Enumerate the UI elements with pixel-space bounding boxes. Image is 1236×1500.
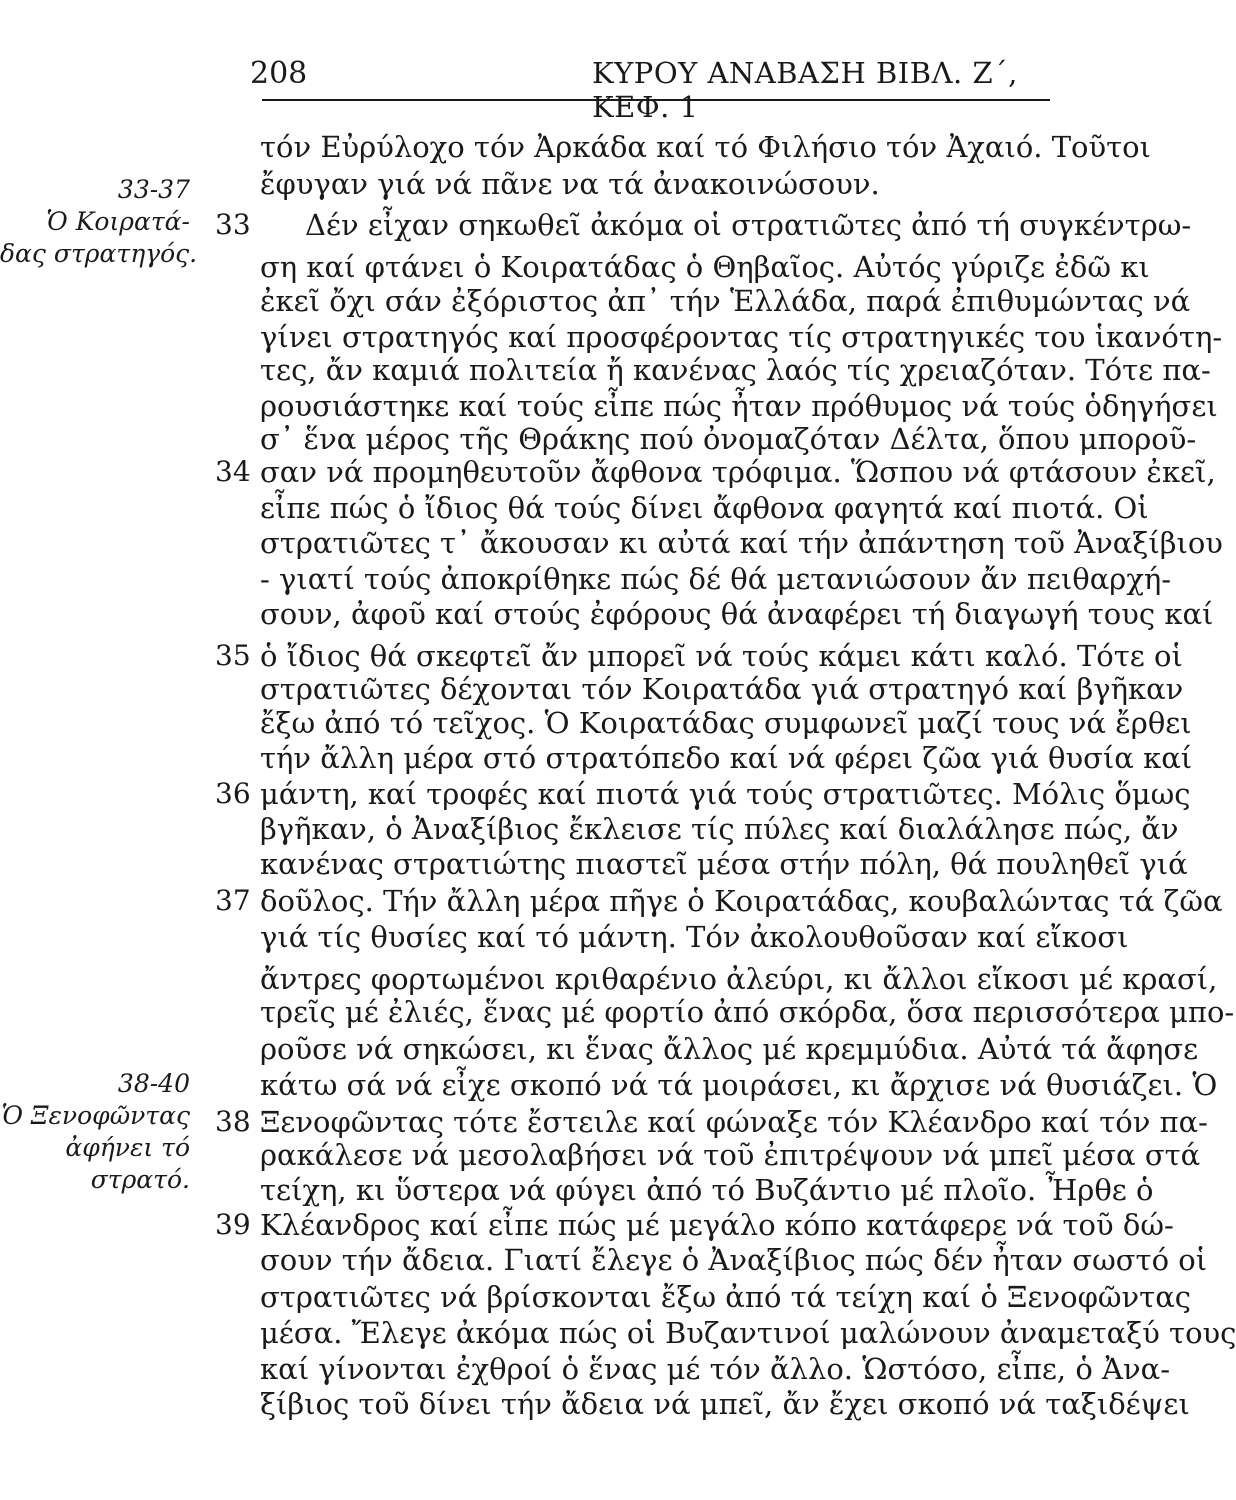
text-line: σουν τήν ἄδεια. Γιατί ἔλεγε ὁ Ἀναξίβιος πώς δέν ἦταν σωστό οἱ [260,1243,1208,1277]
text-line: ἔφυγαν γιά νά πᾶνε να τά ἀνακοινώσουν. [260,167,880,201]
text-line: τρεῖς μέ ἐλιές, ἕνας μέ φορτίο ἀπό σκόρδα, ὅσα περισσότερα μπο- [260,995,1235,1029]
text-line: κάτω σά νά εἶχε σκοπό νά τά μοιράσει, κι ἄρχισε νά θυσιάζει. Ὁ [260,1068,1218,1102]
text-line: ση καί φτάνει ὁ Κοιρατάδας ὁ Θηβαῖος. Αὐτός γύριζε ἐδῶ κι [260,250,1150,284]
text-line: γίνει στρατηγός καί προσφέροντας τίς στρατηγικές του ἱκανότη- [260,320,1223,354]
margin-note-33-37 [0,174,198,270]
text-line: τείχη, κι ὕστερα νά φύγει ἀπό τό Βυζάντιο μέ πλοῖο. Ἦρθε ὁ [260,1173,1154,1207]
text-line: ξίβιος τοῦ δίνει τήν ἄδεια νά μπεῖ, ἄν ἔχει σκοπό νά ταξιδέψει [260,1387,1190,1421]
page-number: 208 [250,56,308,91]
text-line: - γιατί τούς ἀποκρίθηκε πώς δέ θά μετανιώσουν ἄν πειθαρχή- [260,562,1172,596]
text-line: γιά τίς θυσίες καί τό μάντη. Τόν ἀκολουθοῦσαν καί εἴκοσι [260,920,1129,954]
text-line: ρουσιάστηκε καί τούς εἶπε πώς ἦταν πρόθυμος νά τούς ὁδηγήσει [260,389,1218,423]
margin-note-line: δας στρατηγός. [0,239,198,268]
page-header [0,0,1100,124]
text-line: καί γίνονται ἐχθροί ὁ ἕνας μέ τόν ἄλλο. Ὡστόσο, εἶπε, ὁ Ἀνα- [260,1352,1170,1386]
margin-note-38-40 [0,1068,190,1196]
text-line: μάντη, καί τροφές καί πιοτά γιά τούς στρατιῶτες. Μόλις ὅμως [260,777,1191,811]
text-line: εἶπε πώς ὁ ἴδιος θά τούς δίνει ἄφθονα φαγητά καί πιοτά. Οἱ [260,491,1149,525]
text-line: στρατιῶτες δέχονται τόν Κοιρατάδα γιά στρατηγό καί βγῆκαν [260,672,1184,706]
text-line: ἔξω ἀπό τό τεῖχος. Ὁ Κοιρατάδας συμφωνεῖ μαζί τους νά ἔρθει [260,706,1192,740]
text-line: βγῆκαν, ὁ Ἀναξίβιος ἔκλεισε τίς πύλες καί διαλάλησε πώς, ἄν [260,812,1179,846]
margin-note-line: Ὁ Ξενοφῶντας [1,1101,190,1130]
text-line: ἐκεῖ ὄχι σάν ἐξόριστος ἀπ᾽ τήν Ἑλλάδα, παρά ἐπιθυμώντας νά [260,284,1191,318]
text-line: ἄντρες φορτωμένοι κριθαρένιο ἀλεύρι, κι ἄλλοι εἴκοσι μέ κρασί, [260,962,1218,996]
verse-number: 37 [215,884,251,917]
verse-number: 33 [215,208,251,241]
text-line: τήν ἄλλη μέρα στό στρατόπεδο καί νά φέρει ζῶα γιά θυσία καί [260,741,1193,775]
text-line: Κλέανδρος καί εἶπε πώς μέ μεγάλο κόπο κατάφερε νά τοῦ δώ- [260,1208,1174,1242]
text-line: τες, ἄν καμιά πολιτεία ἤ κανένας λαός τίς χρειαζόταν. Τότε πα- [260,353,1211,387]
text-line: ροῦσε νά σηκώσει, κι ἕνας ἄλλος μέ κρεμμύδια. Αὐτά τά ἄφησε [260,1032,1199,1066]
margin-note-range: 38-40 [117,1069,190,1098]
text-line: στρατιῶτες νά βρίσκονται ἔξω ἀπό τά τείχη καί ὁ Ξενοφῶντας [260,1280,1192,1314]
margin-note-line: στρατό. [90,1165,190,1194]
text-line: Δέν εἶχαν σηκωθεῖ ἀκόμα οἱ στρατιῶτες ἀπό τή συγκέντρω- [305,208,1192,242]
text-line: ρακάλεσε νά μεσολαβήσει νά τοῦ ἐπιτρέψουν νά μπεῖ μέσα στά [260,1138,1201,1172]
verse-number: 38 [215,1105,251,1138]
text-line: τόν Εὐρύλοχο τόν Ἀρκάδα καί τό Φιλήσιο τόν Ἀχαιό. Τοῦτοι [260,130,1152,164]
text-line: Ξενοφῶντας τότε ἔστειλε καί φώναξε τόν Κλέανδρο καί τόν πα- [260,1105,1208,1139]
verse-number: 36 [215,777,251,810]
margin-note-line: ἀφήνει τό [65,1133,190,1162]
text-line: ὁ ἴδιος θά σκεφτεῖ ἄν μπορεῖ νά τούς κάμει κάτι καλό. Τότε οἱ [260,639,1183,673]
text-line: στρατιῶτες τ᾽ ἄκουσαν κι αὐτά καί τήν ἀπάντηση τοῦ Ἀναξίβιου [260,526,1223,560]
running-title: ΚΥΡΟΥ ΑΝΑΒΑΣΗ ΒΙΒΛ. Ζ΄, ΚΕΦ. 1 [592,56,1018,124]
text-line: κανένας στρατιώτης πιαστεῖ μέσα στήν πόλη, θά πουληθεῖ γιά [260,847,1188,881]
text-line: σ᾽ ἕνα μέρος τῆς Θράκης πού ὀνομαζόταν Δέλτα, ὅπου μποροῦ- [260,422,1197,456]
verse-number: 34 [215,455,251,488]
margin-note-range: 33-37 [117,175,190,204]
verse-number: 39 [215,1208,251,1241]
verse-number: 35 [215,639,251,672]
body-text [0,110,1236,1490]
margin-note-line: Ὁ Κοιρατά- [46,207,190,236]
text-line: δοῦλος. Τήν ἄλλη μέρα πῆγε ὁ Κοιρατάδας, κουβαλώντας τά ζῶα [260,884,1223,918]
text-line: σαν νά προμηθευτοῦν ἄφθονα τρόφιμα. Ὥσπου νά φτάσουν ἐκεῖ, [260,455,1216,489]
text-line: σουν, ἀφοῦ καί στούς ἐφόρους θά ἀναφέρει τή διαγωγή τους καί [260,597,1214,631]
header-rule [262,99,1050,101]
text-line: μέσα. Ἔλεγε ἀκόμα πώς οἱ Βυζαντινοί μαλώνουν ἀναμεταξύ τους [260,1316,1236,1350]
